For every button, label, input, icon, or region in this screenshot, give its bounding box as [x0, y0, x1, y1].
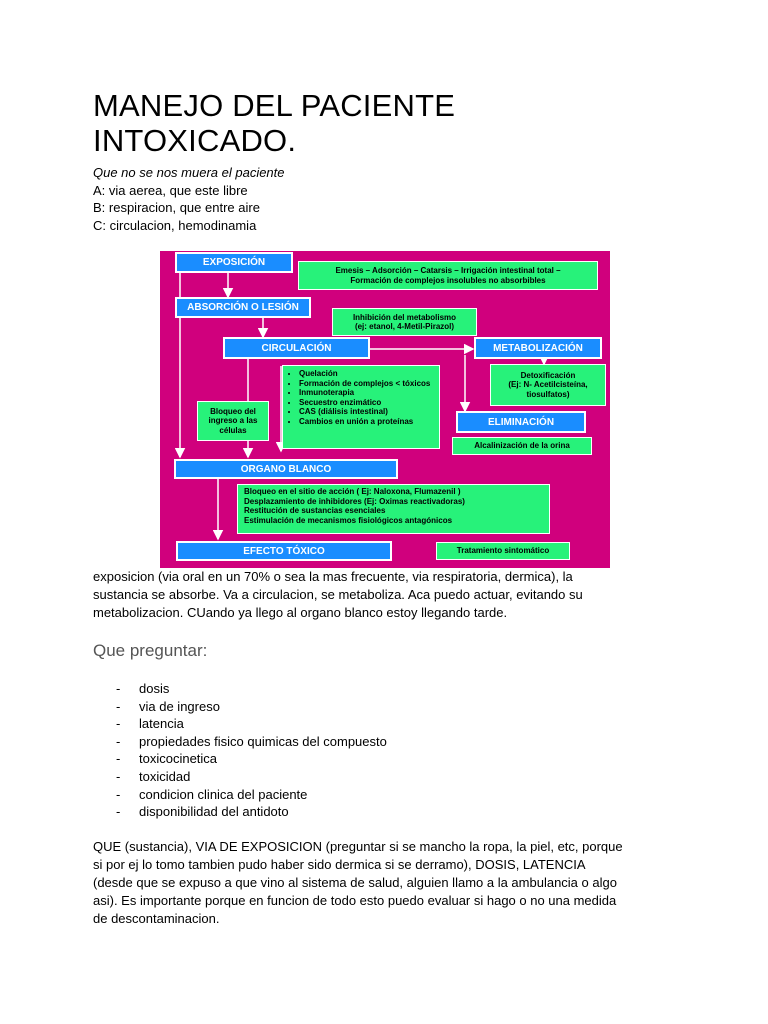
- list-item: - toxicidad: [93, 768, 387, 786]
- intro-block: [93, 164, 285, 234]
- toxicokinetics-diagram: [160, 251, 610, 568]
- abc-a: A: via aerea, que este libre: [93, 182, 248, 198]
- list-item: - propiedades fisico quimicas del compuesto: [93, 733, 387, 751]
- stage-exposicion: EXPOSICIÓN: [175, 252, 293, 273]
- paragraph-exposicion: [93, 568, 683, 622]
- quelacion-item: • Secuestro enzimático: [299, 398, 435, 408]
- inhib-line-1: Inhibición del metabolismo: [352, 312, 457, 322]
- sitio-line: Restitución de sustancias esenciales: [244, 506, 386, 515]
- intro-line: Que no se nos muera el paciente: [93, 165, 285, 180]
- bloqueo-line-2: ingreso a las: [208, 416, 258, 426]
- box-detox: [490, 364, 606, 406]
- box-alcalinizacion: Alcalinización de la orina: [452, 437, 592, 455]
- quelacion-item: • Inmunoterapia: [299, 388, 435, 398]
- stage-absorcion: ABSORCIÓN O LESIÓN: [175, 297, 311, 318]
- paragraph-line: QUE (sustancia), VIA DE EXPOSICION (preguntar si se mancho la ropa, la piel, etc, porque: [93, 839, 623, 854]
- box-emesis: [298, 261, 598, 290]
- bloqueo-line-3: células: [219, 425, 247, 435]
- emesis-line-2: Formación de complejos insolubles no absorbibles: [350, 275, 546, 285]
- quelacion-item: • Formación de complejos < tóxicos: [299, 379, 435, 389]
- list-item: - condicion clinica del paciente: [93, 786, 387, 804]
- list-item: - toxicocinetica: [93, 750, 387, 768]
- paragraph-line: asi). Es importante porque en funcion de todo esto puedo evaluar si hago o no una medida: [93, 893, 617, 908]
- quelacion-item: • Cambios en unión a proteínas: [299, 417, 435, 427]
- stage-organo-blanco: ORGANO BLANCO: [174, 459, 398, 479]
- box-tratamiento: Tratamiento sintomático: [436, 542, 570, 560]
- list-item: - via de ingreso: [93, 698, 387, 716]
- paragraph-line: sustancia se absorbe. Va a circulacion, se metaboliza. Aca puedo actuar, evitando su: [93, 587, 583, 602]
- page-title: [93, 88, 455, 158]
- abc-b: B: respiracion, que entre aire: [93, 200, 260, 215]
- inhib-line-2: (ej: etanol, 4-Metil-Pirazol): [354, 322, 455, 331]
- box-bloqueo: [197, 401, 269, 441]
- list-item: - disponibilidad del antidoto: [93, 803, 387, 821]
- detox-line-3: tiosulfatos): [526, 389, 570, 399]
- emesis-line-1: Emesis – Adsorción – Catarsis – Irrigación intestinal total –: [335, 266, 561, 275]
- paragraph-line: exposicion (via oral en un 70% o sea la mas frecuente, via respiratoria, dermica), la: [93, 569, 573, 584]
- paragraph-line: metabolizacion. CUando ya llego al organo blanco estoy llegando tarde.: [93, 605, 508, 620]
- list-item: - dosis: [93, 680, 387, 698]
- quelacion-item: • Quelación: [299, 369, 435, 379]
- sitio-line: Bloqueo en el sitio de acción ( Ej: Naloxona, Flumazenil ): [244, 487, 461, 496]
- stage-eliminacion: ELIMINACIÓN: [456, 411, 586, 433]
- stage-efecto-toxico: EFECTO TÓXICO: [176, 541, 392, 561]
- title-line-2: INTOXICADO.: [93, 123, 297, 158]
- list-item: - latencia: [93, 715, 387, 733]
- section-heading: Que preguntar:: [93, 641, 208, 660]
- detox-line-2: (Ej: N- Acetilcisteína,: [508, 380, 588, 390]
- paragraph-line: si por ej lo tomo tambien pudo haber sido dermica si se derramo), DOSIS, LATENCIA: [93, 857, 586, 872]
- quelacion-list: [287, 369, 435, 426]
- box-quelacion: [282, 365, 440, 449]
- stage-circulacion: CIRCULACIÓN: [223, 337, 370, 359]
- questions-list: [93, 680, 387, 821]
- detox-line-1: Detoxificación: [520, 370, 576, 380]
- stage-metabolizacion: METABOLIZACIÓN: [474, 337, 602, 359]
- bloqueo-line-1: Bloqueo del: [210, 406, 256, 416]
- box-sitio-accion: [237, 484, 550, 534]
- paragraph-line: de descontaminacion.: [93, 911, 220, 926]
- paragraph-line: (desde que se expuso a que vino al sistema de salud, alguien llamo a la ambulancia o algo: [93, 875, 617, 890]
- paragraph-que: [93, 838, 683, 928]
- abc-c: C: circulacion, hemodinamia: [93, 217, 257, 233]
- sitio-line: Estimulación de mecanismos fisiológicos antagónicos: [244, 515, 453, 525]
- sitio-line: Desplazamiento de inhibidores (Ej: Oximas reactivadoras): [244, 496, 465, 506]
- box-inhibicion: [332, 308, 477, 336]
- quelacion-item: • CAS (diálisis intestinal): [299, 407, 435, 417]
- title-line-1: MANEJO DEL PACIENTE: [93, 88, 456, 123]
